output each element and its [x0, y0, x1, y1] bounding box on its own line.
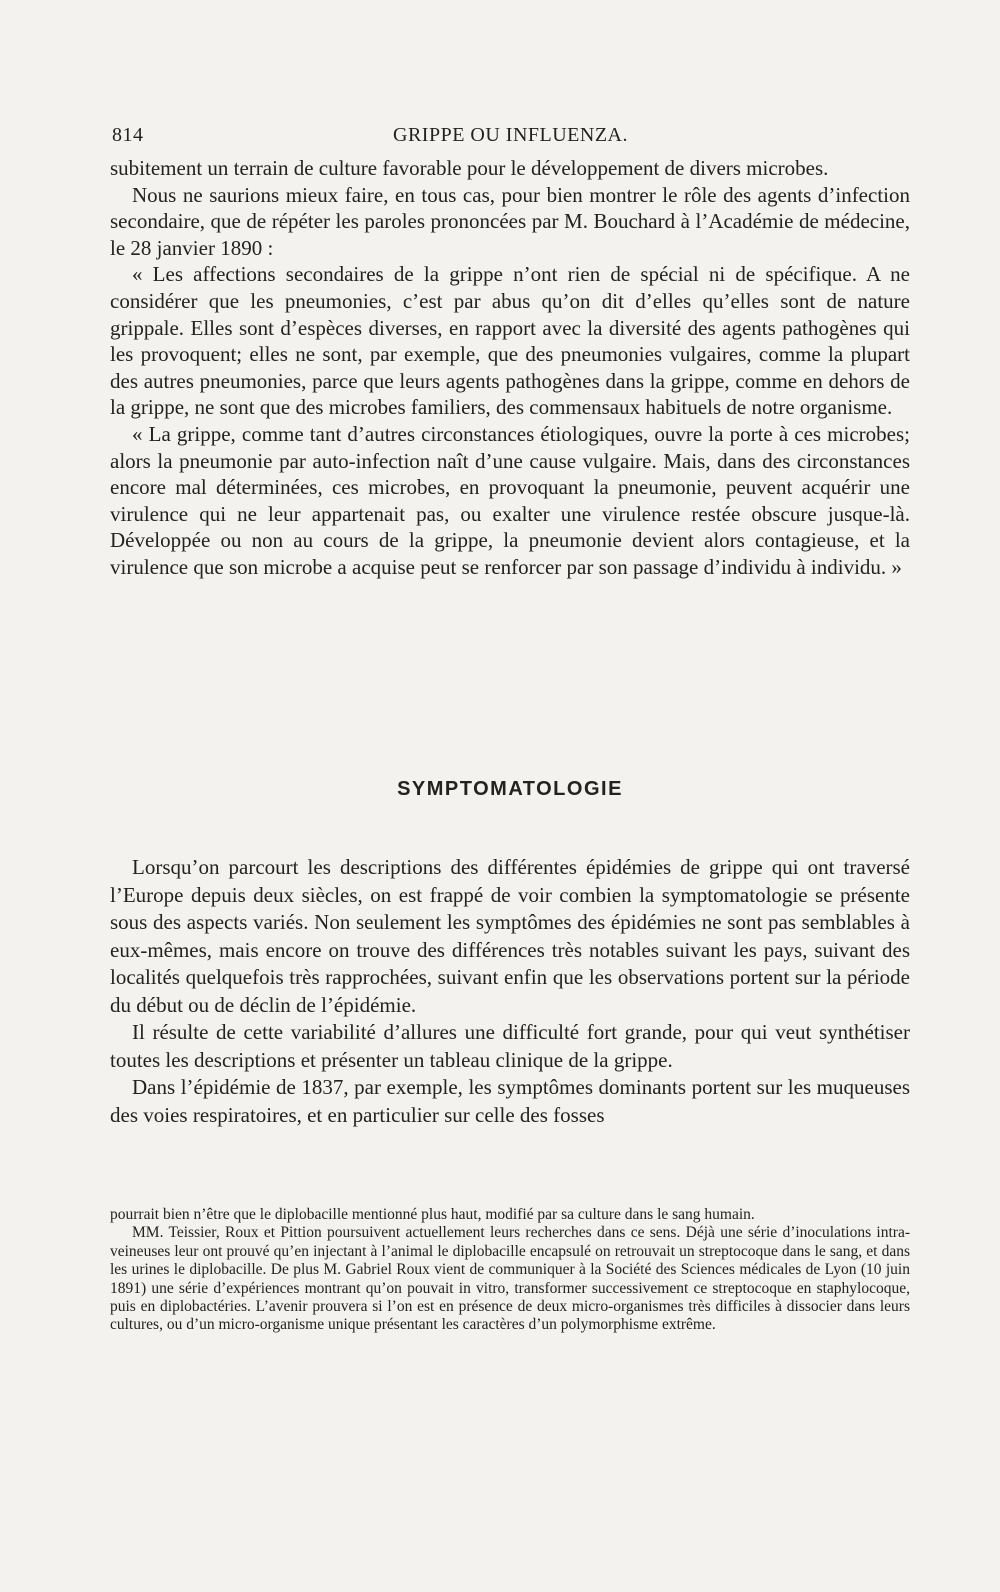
paragraph: subitement un terrain de culture favorable pour le développement de divers microbes. — [110, 156, 829, 180]
quote-paragraph: « La grippe, comme tant d’autres circonstances étiologiques, ouvre la porte à ces microbes; alors la pneumonie par auto-infection naît d’une cause vulgaire. Mais, dans des circonstances encore mal déterminées, ces microbes, en provoquant la pneumonie, peuvent acquérir une virulence qui ne leur appartenait pas, ou exalter une virulence restée obscure jusque-là. Développée ou non au cours de la grippe, la pneumonie devient alors contagieuse, et la virulence que son microbe a acquise peut se renforcer par son passage d’individu à individu. » — [110, 421, 910, 579]
paragraph: Nous ne saurions mieux faire, en tous cas, pour bien montrer le rôle des agents d’infection secondaire, que de répéter les paroles prononcées par M. Bouchard à l’Académie de médecine, le 28 janvier 1890 : — [110, 182, 910, 260]
paragraph: Il résulte de cette variabilité d’allures une difficulté fort grande, pour qui veut synthétiser toutes les descriptions et présenter un tableau clinique de la grippe. — [110, 1020, 910, 1072]
page-number: 814 — [112, 124, 144, 146]
quote-paragraph: « Les affections secondaires de la grippe n’ont rien de spécial ni de spécifique. A ne considérer que les pneumonies, c’est par abus qu’on dit d’elles qu’elles sont de nature grippale. Elles sont d’espèces diverses, en rapport avec la diversité des agents pathogènes qui les provoquent; elles ne sont, par exemple, que des pneumonies vulgaires, comme la plupart des autres pneumonies, parce que leurs agents pathogènes dans la grippe, comme en dehors de la grippe, ne sont que des microbes familiers, des commensaux habituels de notre organisme. — [110, 262, 910, 420]
paragraph: Lorsqu’on parcourt les descriptions des différentes épidémies de grippe qui ont traversé l’Europe depuis deux siècles, on est frappé de voir combien la symptomatologie se présente sous des aspects variés. Non seulement les symptômes des épidémies ne sont pas semblables à eux-mêmes, mais encore on trouve des différences très notables suivant les pays, suivant des localités quelquefois très rapprochées, suivant enfin que les observations portent sur la période du début ou de déclin de l’épidémie. — [110, 855, 910, 1017]
section-text — [110, 854, 910, 1129]
main-text — [110, 155, 910, 581]
footnote-paragraph: MM. Teissier, Roux et Pittion poursuivent actuellement leurs recherches dans ce sens. Déjà une série d’inoculations intra-veineuses leur ont prouvé qu’en injectant à l’animal le diplobacille encapsulé on retrouvait un streptocoque dans le sang, et dans les urines le diplobacille. De plus M. Gabriel Roux vient de communiquer à la Société des Sciences médicales de Lyon (10 juin 1891) une série d’expériences montrant qu’on pouvait in vitro, transformer successivement ce streptocoque en staphylocoque, puis en diplobactéries. L’avenir prouvera si l’on est en présence de deux micro-organismes très difficiles à dissocier dans leurs cultures, ou d’un micro-organisme unique présentant les caractères d’un polymorphisme extrême. — [110, 1224, 910, 1334]
footnotes — [110, 1206, 910, 1335]
footnote-paragraph: pourrait bien n’être que le diplobacille mentionné plus haut, modifié par sa culture dans le sang humain. — [110, 1206, 755, 1223]
running-title: GRIPPE OU INFLUENZA. — [393, 124, 628, 146]
section-heading: SYMPTOMATOLOGIE — [397, 778, 623, 800]
page-header — [112, 124, 909, 154]
paragraph: Dans l’épidémie de 1837, par exemple, les symptômes dominants portent sur les muqueuses des voies respiratoires, et en particulier sur celle des fosses — [110, 1075, 910, 1127]
